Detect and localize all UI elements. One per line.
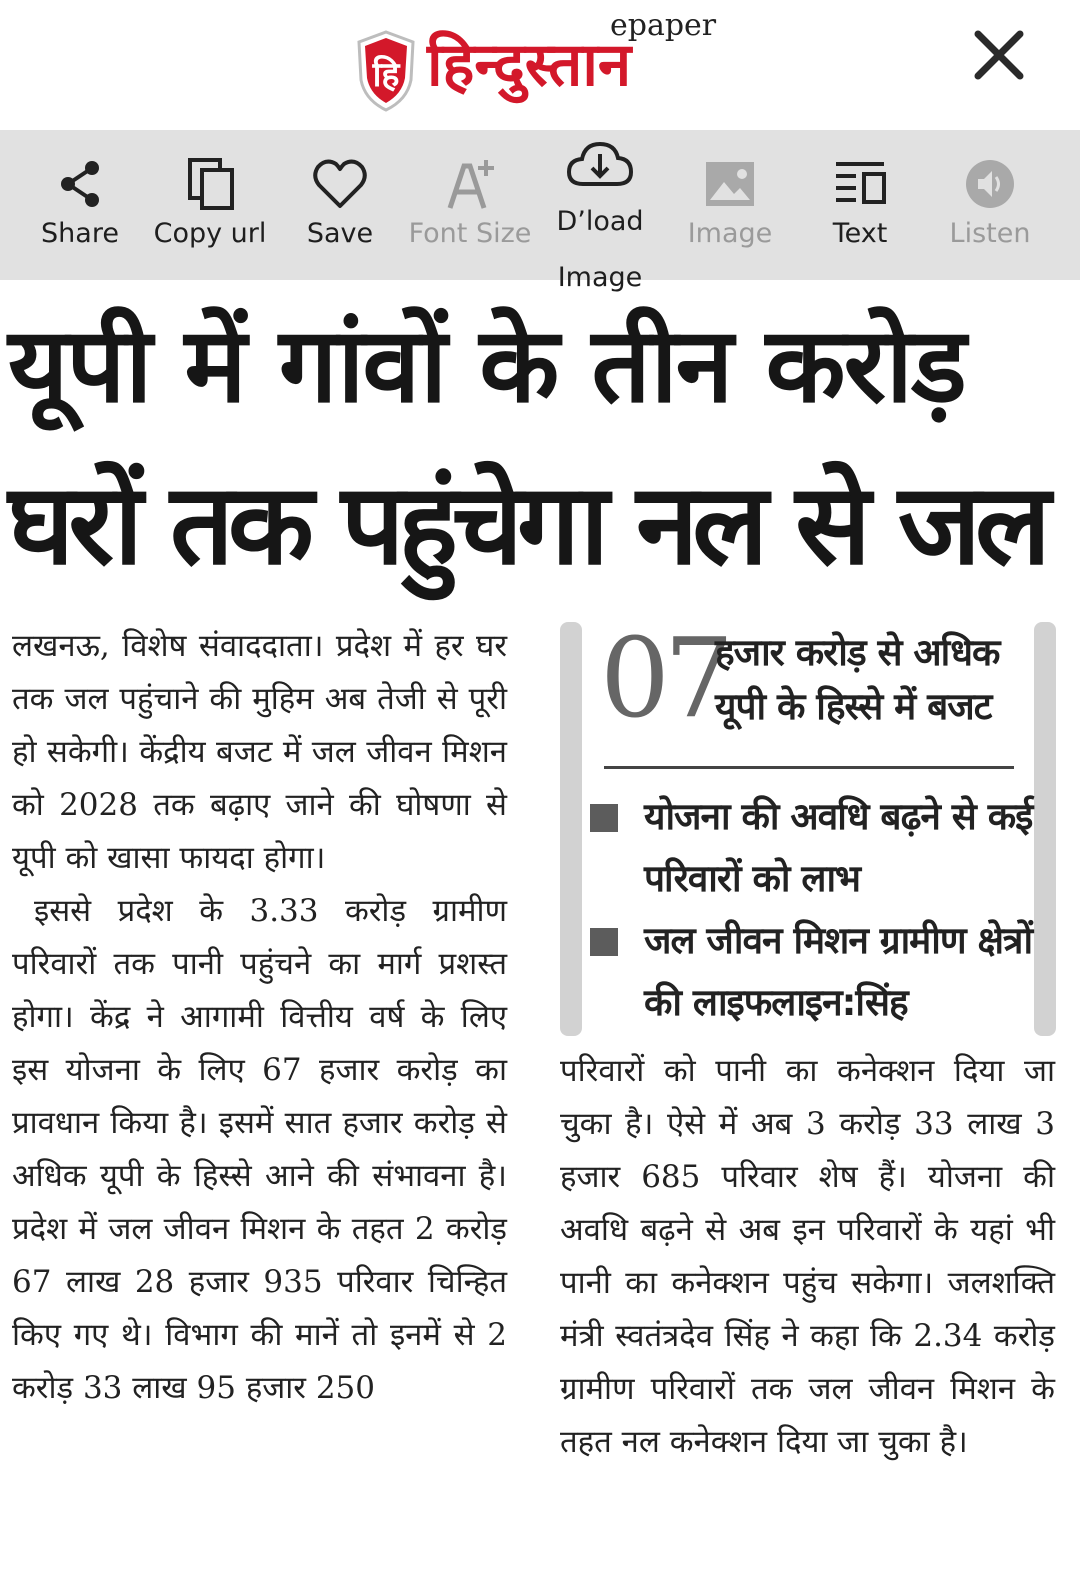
cloud-download-icon [565,138,635,190]
article-toolbar [0,130,1080,293]
bullet-text: योजना की अवधि बढ़ने से कई परिवारों को लाभ [644,795,1033,900]
brand-name: हिन्दुस्तान [427,30,632,100]
highlight-divider [604,766,1014,769]
text-button[interactable] [795,130,925,280]
share-icon [50,156,110,212]
image-button[interactable] [665,130,795,280]
brand-logo[interactable] [355,8,725,123]
highlight-number-caption: हजार करोड़ से अधिक यूपी के हिस्से में बजट [715,631,1000,728]
highlight-number: 07 [600,614,728,742]
bullet-text: जल जीवन मिशन ग्रामीण क्षेत्रों की लाइफलाइन:सिंह [644,919,1033,1024]
listen-button[interactable] [925,130,1055,280]
headline-line-2: घरों तक पहुंचेगा नल से जल [8,460,1045,590]
save-label: Save [306,218,374,249]
close-button[interactable] [970,26,1028,84]
save-button[interactable] [275,130,405,280]
share-label: Share [41,218,119,249]
font-size-label: Font Size [408,218,532,249]
article-column-left [12,620,507,1415]
headline-line-1: यूपी में गांवों के तीन करोड़ [8,304,965,426]
bullet-square-icon [590,804,618,832]
left-paragraph-1: लखनऊ, विशेष संवाददाता। प्रदेश में हर घर तक जल पहुंचाने की मुहिम अब तेजी से पूरी हो सकेगी। केंद्रीय बजट में जल जीवन मिशन को 2028 तक बढ़ाए जाने की घोषणा से यूपी को खासा फायदा होगा। [12,628,507,876]
heart-icon [310,156,370,212]
text-label: Text [832,218,888,249]
text-icon [830,156,890,212]
copy-icon [180,156,240,212]
bullet-square-icon [590,928,618,956]
image-label: Image [687,218,773,249]
font-size-icon [440,156,500,212]
top-bar [0,0,1080,130]
share-button[interactable] [15,130,145,280]
highlight-bullet [590,910,1040,1034]
svg-text:हि: हि [372,55,400,95]
close-icon [970,26,1028,84]
shield-icon [355,30,417,112]
right-paragraph-1: परिवारों को पानी का कनेक्शन दिया जा चुका है। ऐसे में अब 3 करोड़ 33 लाख 3 हजार 685 परिवार शेष हैं। योजना की अवधि बढ़ने से अब इन परिवारों के यहां भी पानी का कनेक्शन पहुंच सकेगा। जलशक्ति मंत्री स्वतंत्रदेव सिंह ने कहा कि 2.34 करोड़ ग्रामीण परिवारों तक जल जीवन मिशन के तहत नल कनेक्शन दिया जा चुका है। [560,1053,1055,1460]
download-image-button[interactable] [535,130,665,293]
highlight-box [560,614,1056,1036]
speaker-icon [960,156,1020,212]
article-column-right [560,1045,1055,1469]
copy-url-button[interactable] [145,130,275,280]
font-size-button[interactable] [405,130,535,280]
highlight-bullet [590,786,1040,910]
listen-label: Listen [949,218,1031,249]
brand-subtitle: epaper [610,8,717,43]
left-paragraph-2: इससे प्रदेश के 3.33 करोड़ ग्रामीण परिवारों तक पानी पहुंचने का मार्ग प्रशस्त होगा। केंद्र ने आगामी वित्तीय वर्ष के लिए इस योजना के लिए 67 हजार करोड़ का प्रावधान किया है। इसमें सात हजार करोड़ से अधिक यूपी के हिस्से आने की संभावना है। प्रदेश में जल जीवन मिशन के तहत 2 करोड़ 67 लाख 28 हजार 935 परिवार चिन्हित किए गए थे। विभाग की मानें तो इनमें से 2 करोड़ 33 लाख 95 हजार 250 [12,893,507,1406]
image-icon [700,156,760,212]
copy-url-label: Copy url [153,218,267,249]
highlight-bar-left [560,622,582,1036]
download-image-label: D’load Image [556,206,644,293]
